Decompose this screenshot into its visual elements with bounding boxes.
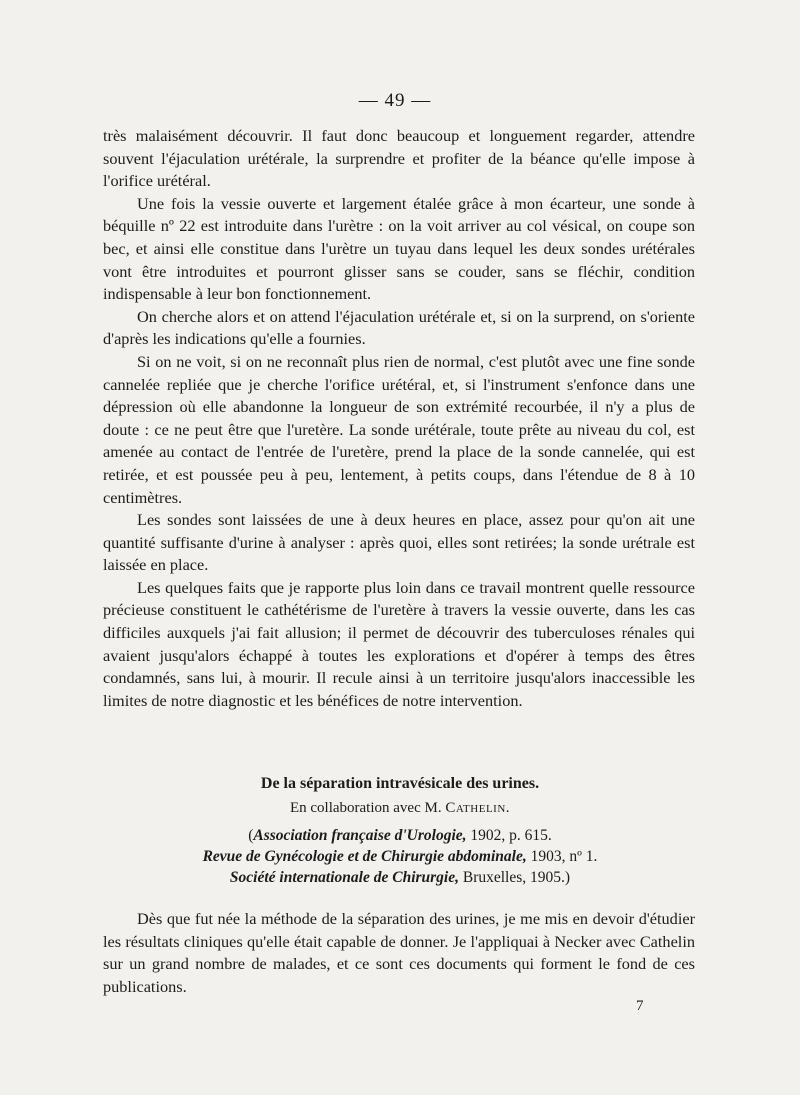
reference-2-name: Revue de Gynécologie et de Chirurgie abdominale, xyxy=(202,848,527,865)
reference-1-name: Association française d'Urologie, xyxy=(253,827,467,844)
reference-3 xyxy=(0,867,800,888)
signature-mark: 7 xyxy=(636,998,644,1014)
reference-3-name: Société internationale de Chirurgie, xyxy=(229,869,459,886)
section-text xyxy=(103,908,695,998)
reference-1-detail: 1902, p. 615. xyxy=(466,827,552,844)
paragraph-4: Si on ne voit, si on ne reconnaît plus rien de normal, c'est plutôt avec une fine sonde cannelée repliée que je cherche l'orifice urétéral, et, si l'instrument s'enfonce dans une dépression où elle abandonne la longueur de son extrémité recourbée, il n'y a plus de doute : ce ne peut être que l'uretère. La sonde urétérale, toute prête au niveau du col, est amenée au contact de l'entrée de l'uretère, prend la place de la sonde cannelée, qui est retirée, et est poussée peu à peu, lentement, à petits coups, dans l'étendue de 8 à 10 centimètres. xyxy=(103,351,695,507)
collaborator-name: Cathelin. xyxy=(445,800,511,816)
section-paragraph: Dès que fut née la méthode de la séparation des urines, je me mis en devoir d'étudier les résultats cliniques qu'elle était capable de donner. Je l'appliquai à Necker avec Cathelin sur un grand nombre de malades, et ce sont ces documents qui forment le fond de ces publications. xyxy=(103,909,695,996)
reference-1 xyxy=(0,825,800,846)
collaboration-prefix: En collaboration avec M. xyxy=(289,800,442,816)
paragraph-3: On cherche alors et on attend l'éjaculation urétérale et, si on la surprend, on s'oriente d'après les indications qu'elle a fournies. xyxy=(103,306,695,349)
reference-3-detail: Bruxelles, 1905.) xyxy=(459,869,571,886)
reference-1-open: ( xyxy=(248,827,254,844)
collaboration-line xyxy=(0,800,800,817)
paragraph-1: très malaisément découvrir. Il faut donc beaucoup et longuement regarder, attendre souvent l'éjaculation urétérale, la surprendre et profiter de la béance qu'elle impose à l'orifice urétéral. xyxy=(103,126,695,191)
reference-list xyxy=(0,825,800,888)
paragraph-6: Les quelques faits que je rapporte plus loin dans ce travail montrent quelle ressource précieuse constituent le cathétérisme de l'uretère à travers la vessie ouverte, dans les cas difficiles auxquels j'ai fait allusion; il permet de découvrir des tuberculoses rénales qui avaient jusqu'alors échappé à toutes les explorations et d'opérer à temps des êtres condamnés, sans lui, à mourir. Il recule ainsi à un territoire jusqu'alors inaccessible les limites de notre diagnostic et les bénéfices de notre intervention. xyxy=(103,577,695,710)
paragraph-5: Les sondes sont laissées de une à deux heures en place, assez pour qu'on ait une quantité suffisante d'urine à analyser : après quoi, elles sont retirées; la sonde urétrale est laissée en place. xyxy=(103,510,695,575)
reference-2-detail: 1903, nº 1. xyxy=(526,848,598,865)
section-title: De la séparation intravésicale des urines. xyxy=(260,775,540,792)
body-text xyxy=(103,125,695,712)
page-number: — 49 — xyxy=(358,90,432,111)
paragraph-2: Une fois la vessie ouverte et largement étalée grâce à mon écarteur, une sonde à béquille nº 22 est introduite dans l'urètre : on la voit arriver au col vésical, on coupe son bec, et ainsi elle constitue dans l'urètre un tuyau dans lequel les deux sondes urétérales vont être introduites et pourront glisser sans se couder, sans se fléchir, condition indispensable à leur bon fonctionnement. xyxy=(103,193,695,304)
reference-2 xyxy=(0,846,800,867)
